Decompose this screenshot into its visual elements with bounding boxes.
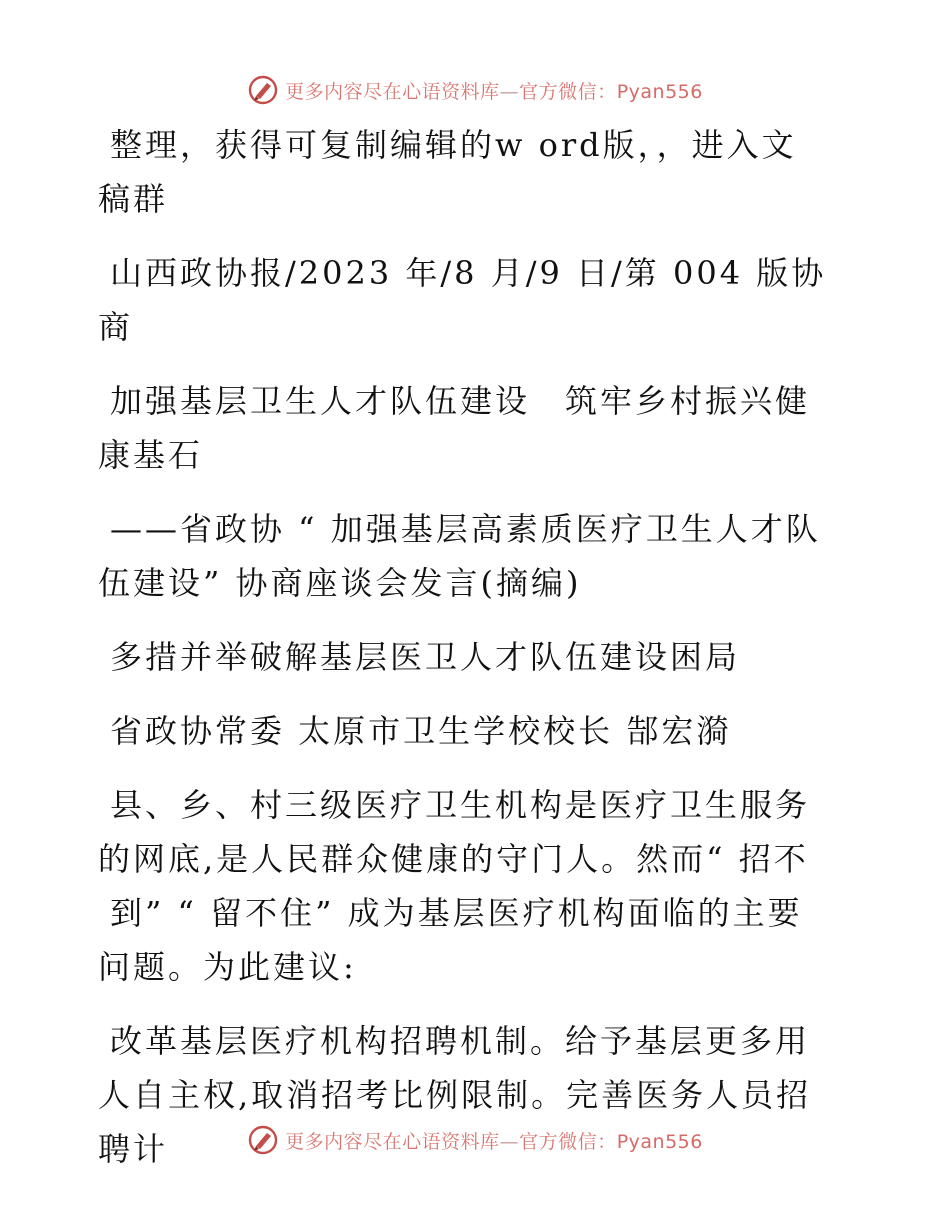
watermark-label: 官方微信： (519, 1130, 617, 1153)
watermark-account: Pyan556 (616, 80, 703, 103)
watermark-account: Pyan556 (616, 1130, 703, 1153)
watermark-footer (0, 1120, 950, 1160)
watermark-text (285, 77, 703, 104)
watermark-brand: 更多内容尽在心语资料库 (285, 1130, 500, 1153)
document-body (98, 118, 828, 1176)
watermark-label: 官方微信： (519, 80, 617, 103)
paragraph-source: 山西政协报/2023 年/8 月/9 日/第 004 版协商 (98, 254, 827, 346)
watermark-header (0, 70, 950, 110)
watermark-text (285, 1127, 703, 1154)
paragraph-subheadline: ——省政协 “ 加强基层高素质医疗卫生人才队伍建设” 协商座谈会发言(摘编) (98, 510, 821, 602)
paragraph-headline: 加强基层卫生人才队伍建设 筑牢乡村振兴健康基石 (98, 382, 811, 474)
paragraph-body-2: 到” “ 留不住” 成为基层医疗机构面临的主要问题。为此建议: (98, 894, 803, 986)
pen-seal-icon (247, 74, 279, 106)
watermark-brand: 更多内容尽在心语资料库 (285, 80, 500, 103)
watermark-content (247, 74, 703, 106)
watermark-content (247, 1124, 703, 1156)
watermark-separator: — (499, 80, 520, 103)
paragraph-section-title: 多措并举破解基层医卫人才队伍建设困局 (110, 638, 741, 676)
watermark-separator: — (499, 1130, 520, 1153)
paragraph-intro: 整理，获得可复制编辑的w ord版，，进入文稿群 (98, 126, 797, 218)
paragraph-author: 省政协常委 太原市卫生学校校长 郜宏漪 (110, 712, 732, 750)
pen-seal-icon (247, 1124, 279, 1156)
paragraph-body-3: 改革基层医疗机构招聘机制。给予基层更多用人自主权,取消招考比例限制。完善医务人员招聘计 (98, 1022, 812, 1168)
paragraph-body-1: 县、乡、村三级医疗卫生机构是医疗卫生服务的网底,是人民群众健康的守门人。然而“ 招不 (98, 786, 811, 878)
